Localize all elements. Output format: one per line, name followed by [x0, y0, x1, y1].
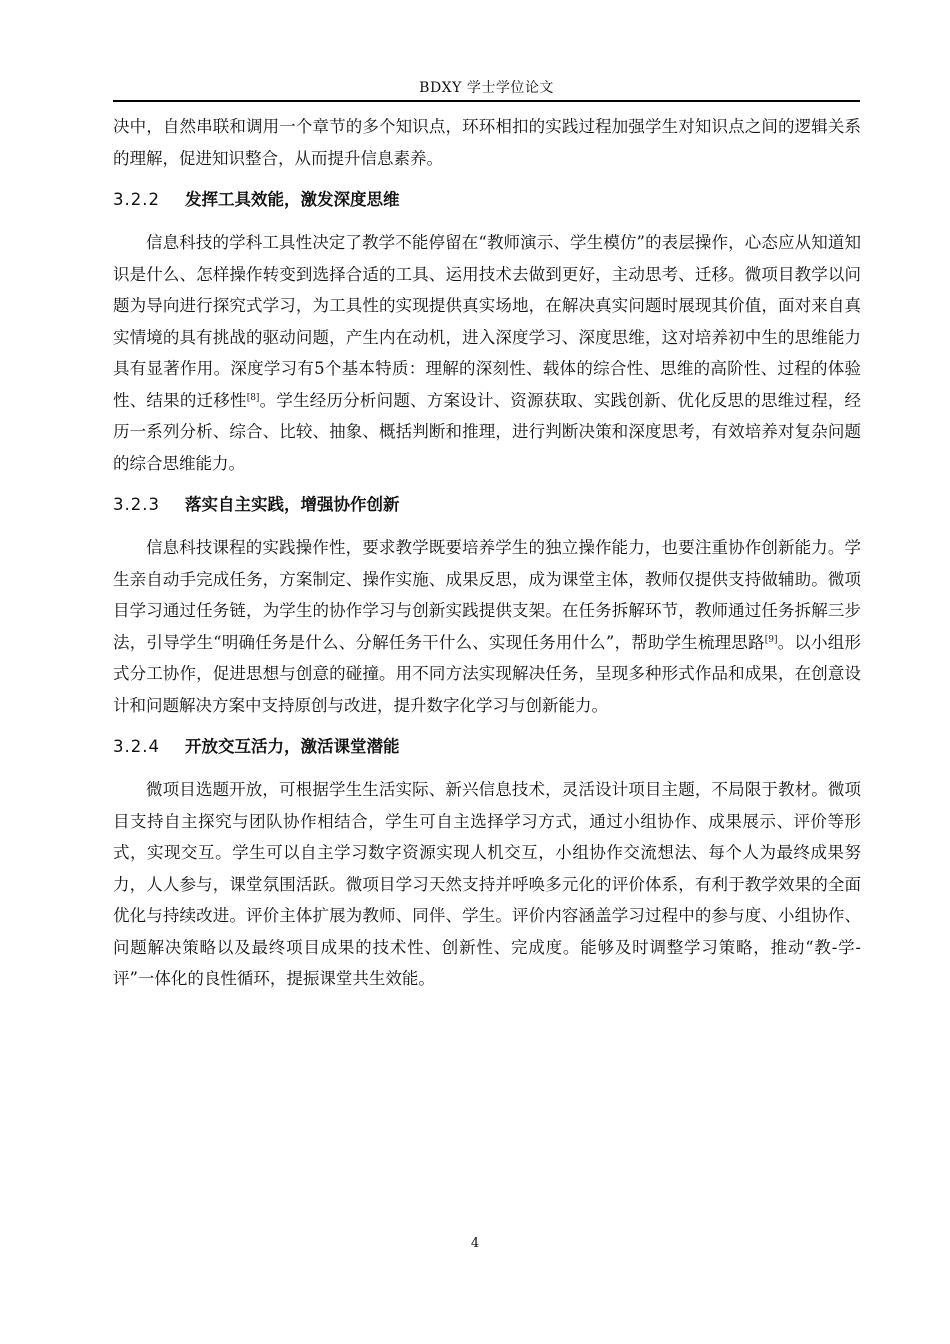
section-heading-3-2-2	[113, 187, 861, 213]
section-heading-3-2-3	[113, 492, 861, 518]
paragraph-text: 信息科技课程的实践操作性，要求教学既要培养学生的独立操作能力，也要注重协作创新能力。学生亲自动手完成任务，方案制定、操作实施、成果反思，成为课堂主体，教师仅提供支持做辅助。微项目学习通过任务链，为学生的协作学习与创新实践提供支架。在任务拆解环节，教师通过任务拆解三步法，引导学生“明确任务是什么、分解任务干什么、实现任务用什么”，帮助学生梳理思路	[113, 538, 861, 652]
page-header: BDXY 学士学位论文	[419, 80, 554, 96]
section-title: 开放交互活力，激活课堂潜能	[185, 737, 400, 756]
citation-mark: [9]	[764, 634, 778, 645]
section-title: 落实自主实践，增强协作创新	[185, 495, 400, 514]
page-number: 4	[470, 1236, 480, 1251]
paragraph-text: 。以小组形式分工协作，促进思想与创意的碰撞。用不同方法实现解决任务，呈现多种形式作品和成果，在创意设计和问题解决方案中支持原创与改进，提升数字化学习与创新能力。	[113, 632, 862, 715]
section-paragraph-3-2-4: 微项目选题开放，可根据学生生活实际、新兴信息技术，灵活设计项目主题，不局限于教材。微项目支持自主探究与团队协作相结合，学生可自主选择学习方式，通过小组协作、成果展示、评价等形式，实现交互。学生可以自主学习数字资源实现人机交互，小组协作交流想法、每个人为最终成果努力，人人参与，课堂氛围活跃。微项目学习天然支持并呼唤多元化的评价体系，有利于教学效果的全面优化与持续改进。评价主体扩展为教师、同伴、学生。评价内容涵盖学习过程中的参与度、小组协作、问题解决策略以及最终项目成果的技术性、创新性、完成度。能够及时调整学习策略，推动“教-学-评”一体化的良性循环，提振课堂共生效能。	[113, 780, 861, 988]
intro-paragraph: 决中，自然串联和调用一个章节的多个知识点，环环相扣的实践过程加强学生对知识点之间的逻辑关系的理解，促进知识整合，从而提升信息素养。	[113, 117, 861, 168]
section-paragraph-3-2-3	[113, 532, 861, 721]
citation-mark: [8]	[246, 392, 260, 403]
section-heading-3-2-4	[113, 734, 861, 760]
paragraph-text: 。学生经历分析问题、方案设计、资源获取、实践创新、优化反思的思维过程，经历一系列分析、综合、比较、抽象、概括判断和推理，进行判断决策和深度思考，有效培养对复杂问题的综合思维能力。	[113, 390, 862, 473]
header-divider	[113, 100, 860, 102]
section-number: 3.2.4	[113, 737, 160, 756]
page-content	[113, 111, 861, 995]
section-number: 3.2.2	[113, 190, 160, 209]
section-title: 发挥工具效能，激发深度思维	[185, 190, 400, 209]
paragraph-text: 信息科技的学科工具性决定了教学不能停留在“教师演示、学生模仿”的表层操作，心态应从知道知识是什么、怎样操作转变到选择合适的工具、运用技术去做到更好，主动思考、迁移。微项目教学以问题为导向进行探究式学习，为工具性的实现提供真实场地，在解决真实问题时展现其价值，面对来自真实情境的具有挑战的驱动问题，产生内在动机，进入深度学习、深度思维，这对培养初中生的思维能力具有显著作用。深度学习有5个基本特质：理解的深刻性、载体的综合性、思维的高阶性、过程的体验性、结果的迁移性	[113, 233, 861, 410]
section-paragraph-3-2-2	[113, 227, 861, 479]
section-number: 3.2.3	[113, 495, 160, 514]
